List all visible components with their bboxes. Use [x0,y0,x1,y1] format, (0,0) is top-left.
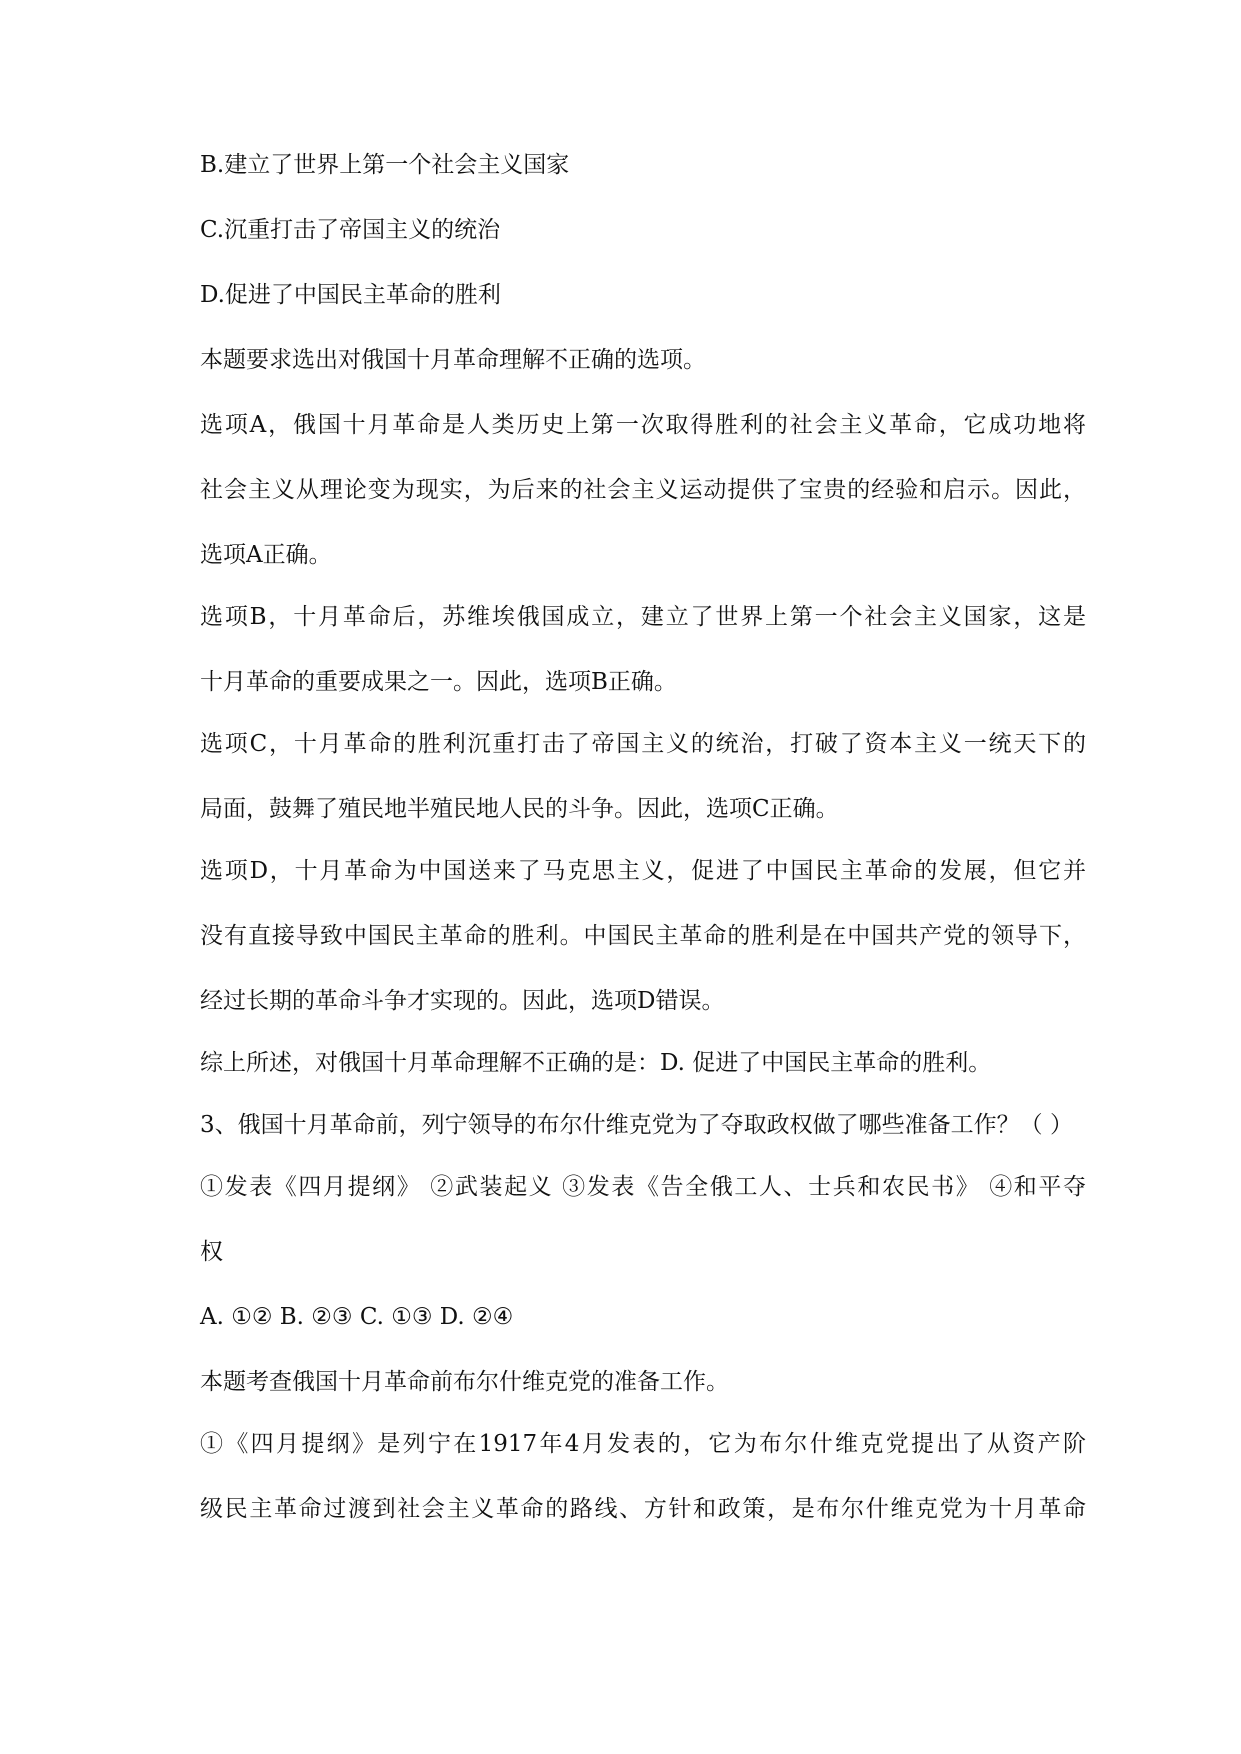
paragraph-line: 没有直接导致中国民主革命的胜利。中国民主革命的胜利是在中国共产党的领导下， [200,923,1086,949]
document-body [200,140,1100,1549]
paragraph-line: 经过长期的革命斗争才实现的。因此，选项D错误。 [200,988,725,1014]
paragraph-line: ①《四月提纲》是列宁在1917年4月发表的，它为布尔什维克党提出了从资产阶 [200,1431,1086,1457]
paragraph-line: 选项D，十月革命为中国送来了马克思主义，促进了中国民主革命的发展，但它并 [200,858,1086,884]
option-d-text: D.促进了中国民主革命的胜利 [200,282,501,308]
question-3-statements-cont: 权 [200,1239,223,1265]
option-c-text: C.沉重打击了帝国主义的统治 [200,217,501,243]
paragraph-line: 十月革命的重要成果之一。因此，选项B正确。 [200,669,677,695]
option-b-text: B.建立了世界上第一个社会主义国家 [200,152,570,178]
paragraph-line: 本题要求选出对俄国十月革命理解不正确的选项。 [200,347,706,373]
paragraph-line: 选项A，俄国十月革命是人类历史上第一次取得胜利的社会主义革命，它成功地将 [200,412,1086,438]
paragraph-line: 选项C，十月革命的胜利沉重打击了帝国主义的统治，打破了资本主义一统天下的 [200,731,1086,757]
question-3-statements: ①发表《四月提纲》 ②武装起义 ③发表《告全俄工人、士兵和农民书》 ④和平夺 [200,1174,1086,1200]
paragraph-line: 社会主义从理论变为现实，为后来的社会主义运动提供了宝贵的经验和启示。因此， [200,477,1086,503]
summary-line: 综上所述，对俄国十月革命理解不正确的是：D. 促进了中国民主革命的胜利。 [200,1050,992,1076]
paragraph-line: 选项B，十月革命后，苏维埃俄国成立，建立了世界上第一个社会主义国家，这是 [200,604,1086,630]
paragraph-line: 级民主革命过渡到社会主义革命的路线、方针和政策，是布尔什维克党为十月革命 [200,1496,1086,1522]
paragraph-line: 局面，鼓舞了殖民地半殖民地人民的斗争。因此，选项C正确。 [200,796,839,822]
paragraph-line: 本题考查俄国十月革命前布尔什维克党的准备工作。 [200,1369,729,1395]
question-3-choices: A. ①② B. ②③ C. ①③ D. ②④ [200,1304,514,1330]
paragraph-line: 选项A正确。 [200,542,332,568]
question-3-stem: 3、俄国十月革命前，列宁领导的布尔什维克党为了夺取政权做了哪些准备工作？（ ） [200,1112,1073,1138]
